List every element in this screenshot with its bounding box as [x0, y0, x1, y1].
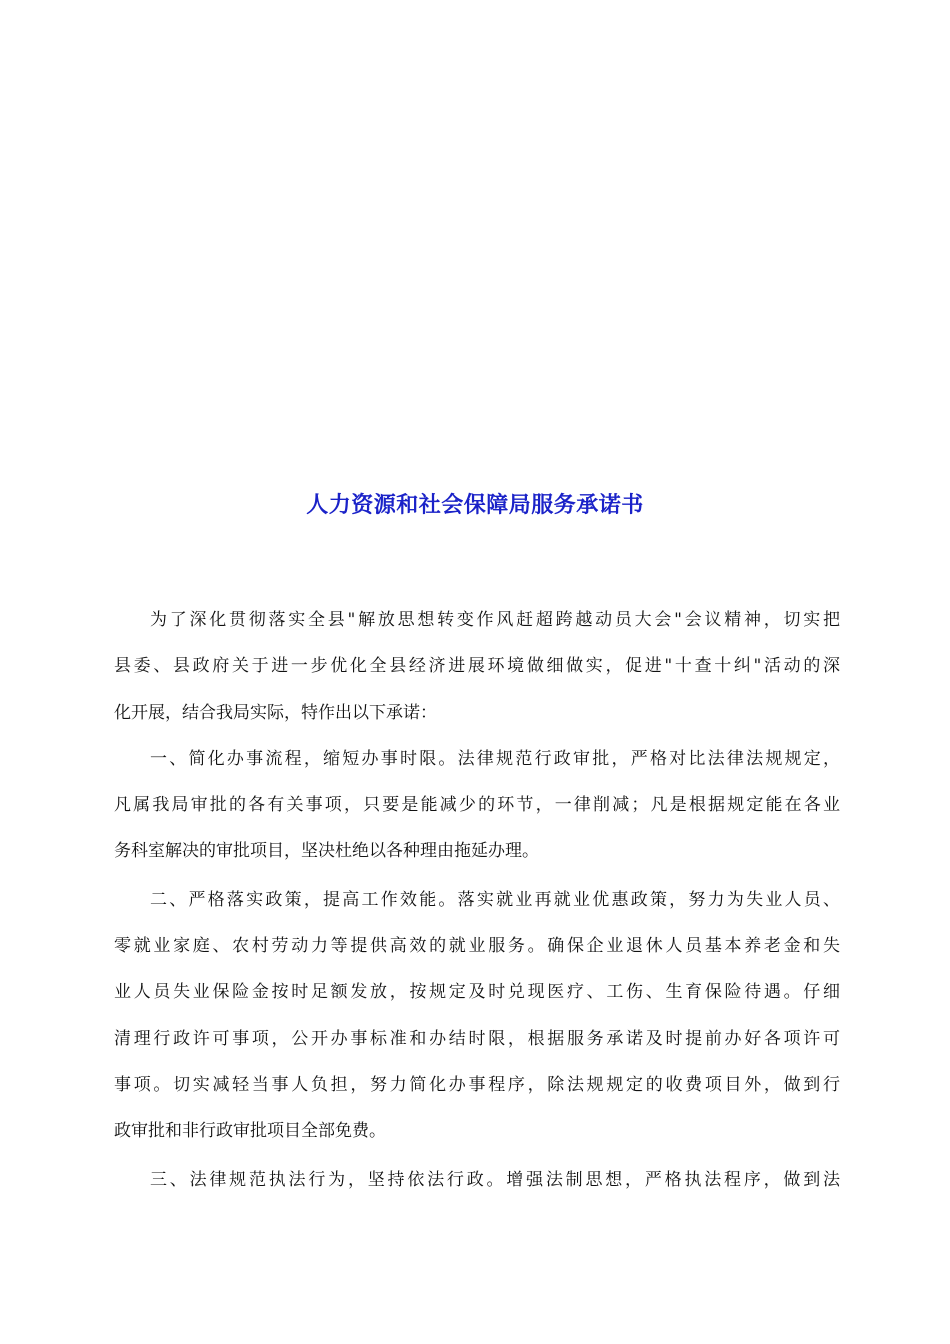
text-line: 务科室解决的审批项目，坚决杜绝以各种理由拖延办理。 [114, 841, 539, 862]
text-line: 事项。切实减轻当事人负担，努力简化办事程序，除法规规定的收费项目外，做到行 [114, 1074, 840, 1095]
text-line: 县委、县政府关于进一步优化全县经济进展环境做细做实，促进"十查十纠"活动的深 [114, 656, 840, 677]
paragraph-item-3 [114, 1157, 840, 1203]
text-line: 一、简化办事流程，缩短办事时限。法律规范行政审批，严格对比法律法规规定， [150, 748, 840, 769]
text-line: 清理行政许可事项，公开办事标准和办结时限，根据服务承诺及时提前办好各项许可 [114, 1028, 840, 1049]
text-line: 政审批和非行政审批项目全部免费。 [114, 1121, 386, 1142]
text-line: 化开展，结合我局实际，特作出以下承诺： [114, 702, 437, 723]
text-line: 三、法律规范执法行为，坚持依法行政。增强法制思想，严格执法程序，做到法 [150, 1169, 840, 1190]
document-title: 人力资源和社会保障局服务承诺书 [306, 492, 644, 518]
text-line: 为了深化贯彻落实全县"解放思想转变作风赶超跨越动员大会"会议精神，切实把 [150, 610, 840, 630]
paragraph-intro [114, 597, 840, 736]
document-body [114, 597, 840, 1203]
text-line: 二、严格落实政策，提高工作效能。落实就业再就业优惠政策，努力为失业人员、 [150, 889, 840, 910]
paragraph-item-1 [114, 736, 840, 875]
paragraph-item-2 [114, 877, 840, 1155]
text-line: 业人员失业保险金按时足额发放，按规定及时兑现医疗、工伤、生育保险待遇。仔细 [114, 982, 840, 1003]
text-line: 零就业家庭、农村劳动力等提供高效的就业服务。确保企业退休人员基本养老金和失 [114, 936, 840, 957]
text-line: 凡属我局审批的各有关事项，只要是能减少的环节，一律削减；凡是根据规定能在各业 [114, 795, 840, 816]
